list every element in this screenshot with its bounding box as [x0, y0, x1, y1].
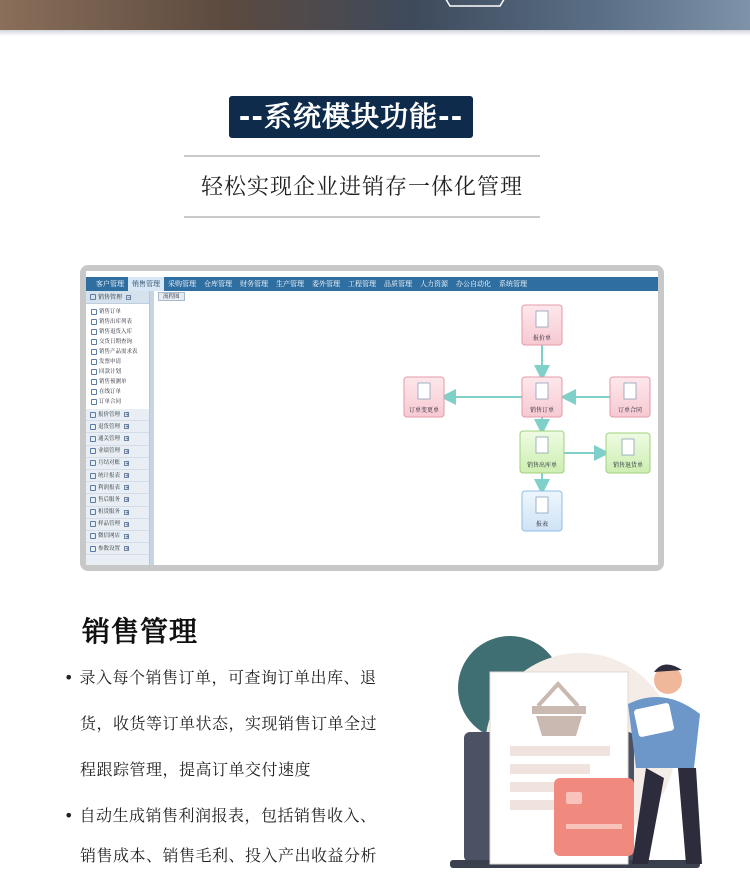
sidebar-group[interactable]: [86, 531, 149, 543]
folder-icon: [90, 460, 96, 466]
flow-node-label: 销售退货单: [612, 462, 644, 469]
sidebar-subitem-label: 交货日期查询: [99, 339, 133, 345]
sales-illustration: [450, 628, 720, 886]
sidebar-group-label: 售后服务: [98, 496, 121, 503]
sidebar-group-label: 通关管理: [98, 435, 121, 442]
hexagon-decoration-icon: [430, 0, 520, 20]
flow-node-contract[interactable]: [610, 377, 650, 417]
sidebar-header[interactable]: [86, 291, 149, 304]
sidebar-group[interactable]: [86, 507, 149, 519]
module-icon: [90, 294, 96, 300]
bullet1-line3: 程跟踪管理，提高订单交付速度: [80, 760, 312, 779]
sidebar-group[interactable]: [86, 543, 149, 555]
sidebar-subitem-label: 销售出库列表: [99, 319, 133, 325]
sidebar-subitem[interactable]: [86, 377, 149, 387]
document-icon: [91, 369, 97, 375]
menu-item[interactable]: 办公自动化: [456, 280, 491, 288]
card-stripe: [566, 824, 622, 829]
sidebar-subitem-label: 销售退货入库: [99, 329, 133, 335]
folder-icon: [90, 509, 96, 515]
sidebar-subitem[interactable]: [86, 327, 149, 337]
sidebar-subitem[interactable]: [86, 357, 149, 367]
document-icon: [624, 383, 636, 399]
flow-node-label: 销售出库单: [526, 462, 558, 469]
menu-item[interactable]: 系统管理: [499, 280, 527, 288]
bullet2-line2: 销售成本、销售毛利、投入产出收益分析: [80, 846, 378, 865]
sidebar-group[interactable]: [86, 494, 149, 506]
subtitle-rule-bottom: [184, 216, 540, 218]
expand-icon[interactable]: +: [125, 546, 130, 553]
sidebar-subitem-label: 销售预测单: [99, 379, 127, 385]
document-icon: [622, 439, 634, 455]
subtitle: 轻松实现企业进销存一体化管理: [200, 175, 523, 200]
sidebar-group[interactable]: [86, 470, 149, 482]
sidebar: [86, 291, 150, 565]
flow-node-report[interactable]: [522, 491, 562, 531]
sidebar-group-label: 月结对账: [98, 460, 121, 467]
flow-node-return[interactable]: [606, 433, 650, 473]
document-icon: [536, 311, 548, 327]
folder-icon: [90, 485, 96, 491]
expand-icon[interactable]: +: [125, 448, 130, 455]
sidebar-subitem[interactable]: [86, 317, 149, 327]
sidebar-subitem-label: 销售订单: [99, 309, 122, 315]
sidebar-group-label: 参数设置: [98, 545, 121, 552]
doc-line: [510, 764, 590, 774]
sidebar-groups: [86, 409, 149, 555]
sidebar-subitems: [86, 304, 149, 409]
document-icon: [91, 399, 97, 405]
sidebar-group[interactable]: [86, 421, 149, 433]
section-title: --系统模块功能--: [229, 96, 473, 138]
menu-item[interactable]: 人力资源: [420, 280, 448, 288]
sidebar-group[interactable]: [86, 433, 149, 445]
document-icon: [91, 339, 97, 345]
tab-flowchart[interactable]: 流程图: [158, 292, 185, 301]
sidebar-group-label: 退货管理: [98, 423, 121, 430]
flow-diagram: [158, 303, 658, 565]
flow-node-order-change[interactable]: [404, 377, 444, 417]
folder-icon: [90, 546, 96, 552]
sidebar-group-label: 报价管理: [98, 411, 121, 418]
sidebar-group-label: 样品管理: [98, 521, 121, 528]
menu-item[interactable]: 生产管理: [276, 280, 304, 288]
sidebar-header-label: 销售管理: [98, 293, 123, 301]
menu-item[interactable]: 客户管理: [96, 280, 124, 288]
sidebar-subitem-label: 回款计划: [99, 369, 122, 375]
document-icon: [91, 389, 97, 395]
sidebar-group-label: 利润报表: [98, 484, 121, 491]
flow-node-label: 订单变更单: [408, 407, 440, 414]
expand-icon[interactable]: +: [125, 424, 130, 431]
document-icon: [91, 349, 97, 355]
sidebar-subitem[interactable]: [86, 367, 149, 377]
folder-icon: [90, 521, 96, 527]
sidebar-subitem[interactable]: [86, 397, 149, 407]
doc-line: [510, 746, 610, 756]
bullet2-line1: • 自动生成销售利润报表，包括销售收入、: [64, 806, 377, 825]
sidebar-group-label: 统计报表: [98, 472, 121, 479]
folder-icon: [90, 533, 96, 539]
document-icon: [91, 319, 97, 325]
sidebar-subitem-label: 订单合同: [99, 399, 122, 405]
collapse-icon[interactable]: −: [127, 294, 132, 301]
flow-node-sales-order[interactable]: [522, 377, 562, 417]
sidebar-subitem-label: 销售产品需求表: [99, 349, 138, 355]
expand-icon[interactable]: +: [125, 497, 130, 504]
sales-heading: 销售管理: [82, 615, 199, 648]
expand-icon[interactable]: +: [125, 485, 130, 492]
sidebar-group-label: 微信网店: [98, 533, 121, 540]
menu-item[interactable]: 品质管理: [384, 280, 412, 288]
sidebar-subitem[interactable]: [86, 347, 149, 357]
sidebar-group-label: 租赁服务: [98, 509, 121, 516]
menu-item[interactable]: 仓库管理: [204, 280, 232, 288]
document-icon: [536, 437, 548, 453]
app-screen: [86, 271, 658, 565]
card-chip-icon: [566, 792, 582, 804]
folder-icon: [90, 497, 96, 503]
bullet1-line2: 货，收货等订单状态，实现销售订单全过: [80, 714, 378, 733]
expand-icon[interactable]: +: [125, 521, 130, 528]
flow-node-label: 报价单: [532, 335, 552, 342]
expand-icon[interactable]: +: [125, 412, 130, 419]
flow-node-outbound[interactable]: [520, 431, 564, 473]
sidebar-group[interactable]: [86, 482, 149, 494]
bullet1-line1: • 录入每个销售订单，可查询订单出库、退: [64, 668, 377, 687]
hero-banner: [0, 0, 750, 30]
flow-node-quote[interactable]: [522, 305, 562, 345]
folder-icon: [90, 412, 96, 418]
sidebar-subitem[interactable]: [86, 337, 149, 347]
document-icon: [418, 383, 430, 399]
menu-item[interactable]: 工程管理: [348, 280, 376, 288]
flow-node-label: 报表: [535, 521, 549, 528]
sidebar-group[interactable]: [86, 519, 149, 531]
folder-icon: [90, 473, 96, 479]
menu-item[interactable]: 采购管理: [168, 280, 196, 288]
sidebar-group[interactable]: [86, 458, 149, 470]
app-screenshot-frame: [80, 265, 664, 571]
sidebar-subitem-label: 发票申请: [99, 359, 122, 365]
subtitle-rule-top: [184, 155, 540, 157]
document-icon: [536, 383, 548, 399]
expand-icon[interactable]: +: [125, 509, 130, 516]
hero-divider: [0, 30, 750, 36]
top-menu-bar: [86, 277, 658, 291]
folder-icon: [90, 424, 96, 430]
menu-item[interactable]: 财务管理: [240, 280, 268, 288]
document-icon: [91, 329, 97, 335]
document-icon: [536, 497, 548, 513]
credit-card-icon: [554, 778, 634, 856]
menu-item[interactable]: 委外管理: [312, 280, 340, 288]
sidebar-subitem[interactable]: [86, 307, 149, 317]
sidebar-group-label: 业绩管理: [98, 448, 121, 455]
sidebar-subitem[interactable]: [86, 387, 149, 397]
flow-node-label: 销售订单: [529, 407, 555, 414]
sidebar-subitem-label: 在线订单: [99, 389, 122, 395]
sidebar-splitter[interactable]: [150, 291, 154, 565]
document-icon: [91, 379, 97, 385]
sidebar-group[interactable]: [86, 409, 149, 421]
flow-node-label: 订单合同: [617, 407, 643, 414]
menu-item[interactable]: 销售管理: [128, 277, 164, 291]
document-icon: [91, 359, 97, 365]
folder-icon: [90, 448, 96, 454]
expand-icon[interactable]: +: [125, 533, 130, 540]
expand-icon[interactable]: +: [125, 436, 130, 443]
expand-icon[interactable]: +: [125, 460, 130, 467]
sidebar-group[interactable]: [86, 446, 149, 458]
document-icon: [91, 309, 97, 315]
expand-icon[interactable]: +: [125, 473, 130, 480]
folder-icon: [90, 436, 96, 442]
